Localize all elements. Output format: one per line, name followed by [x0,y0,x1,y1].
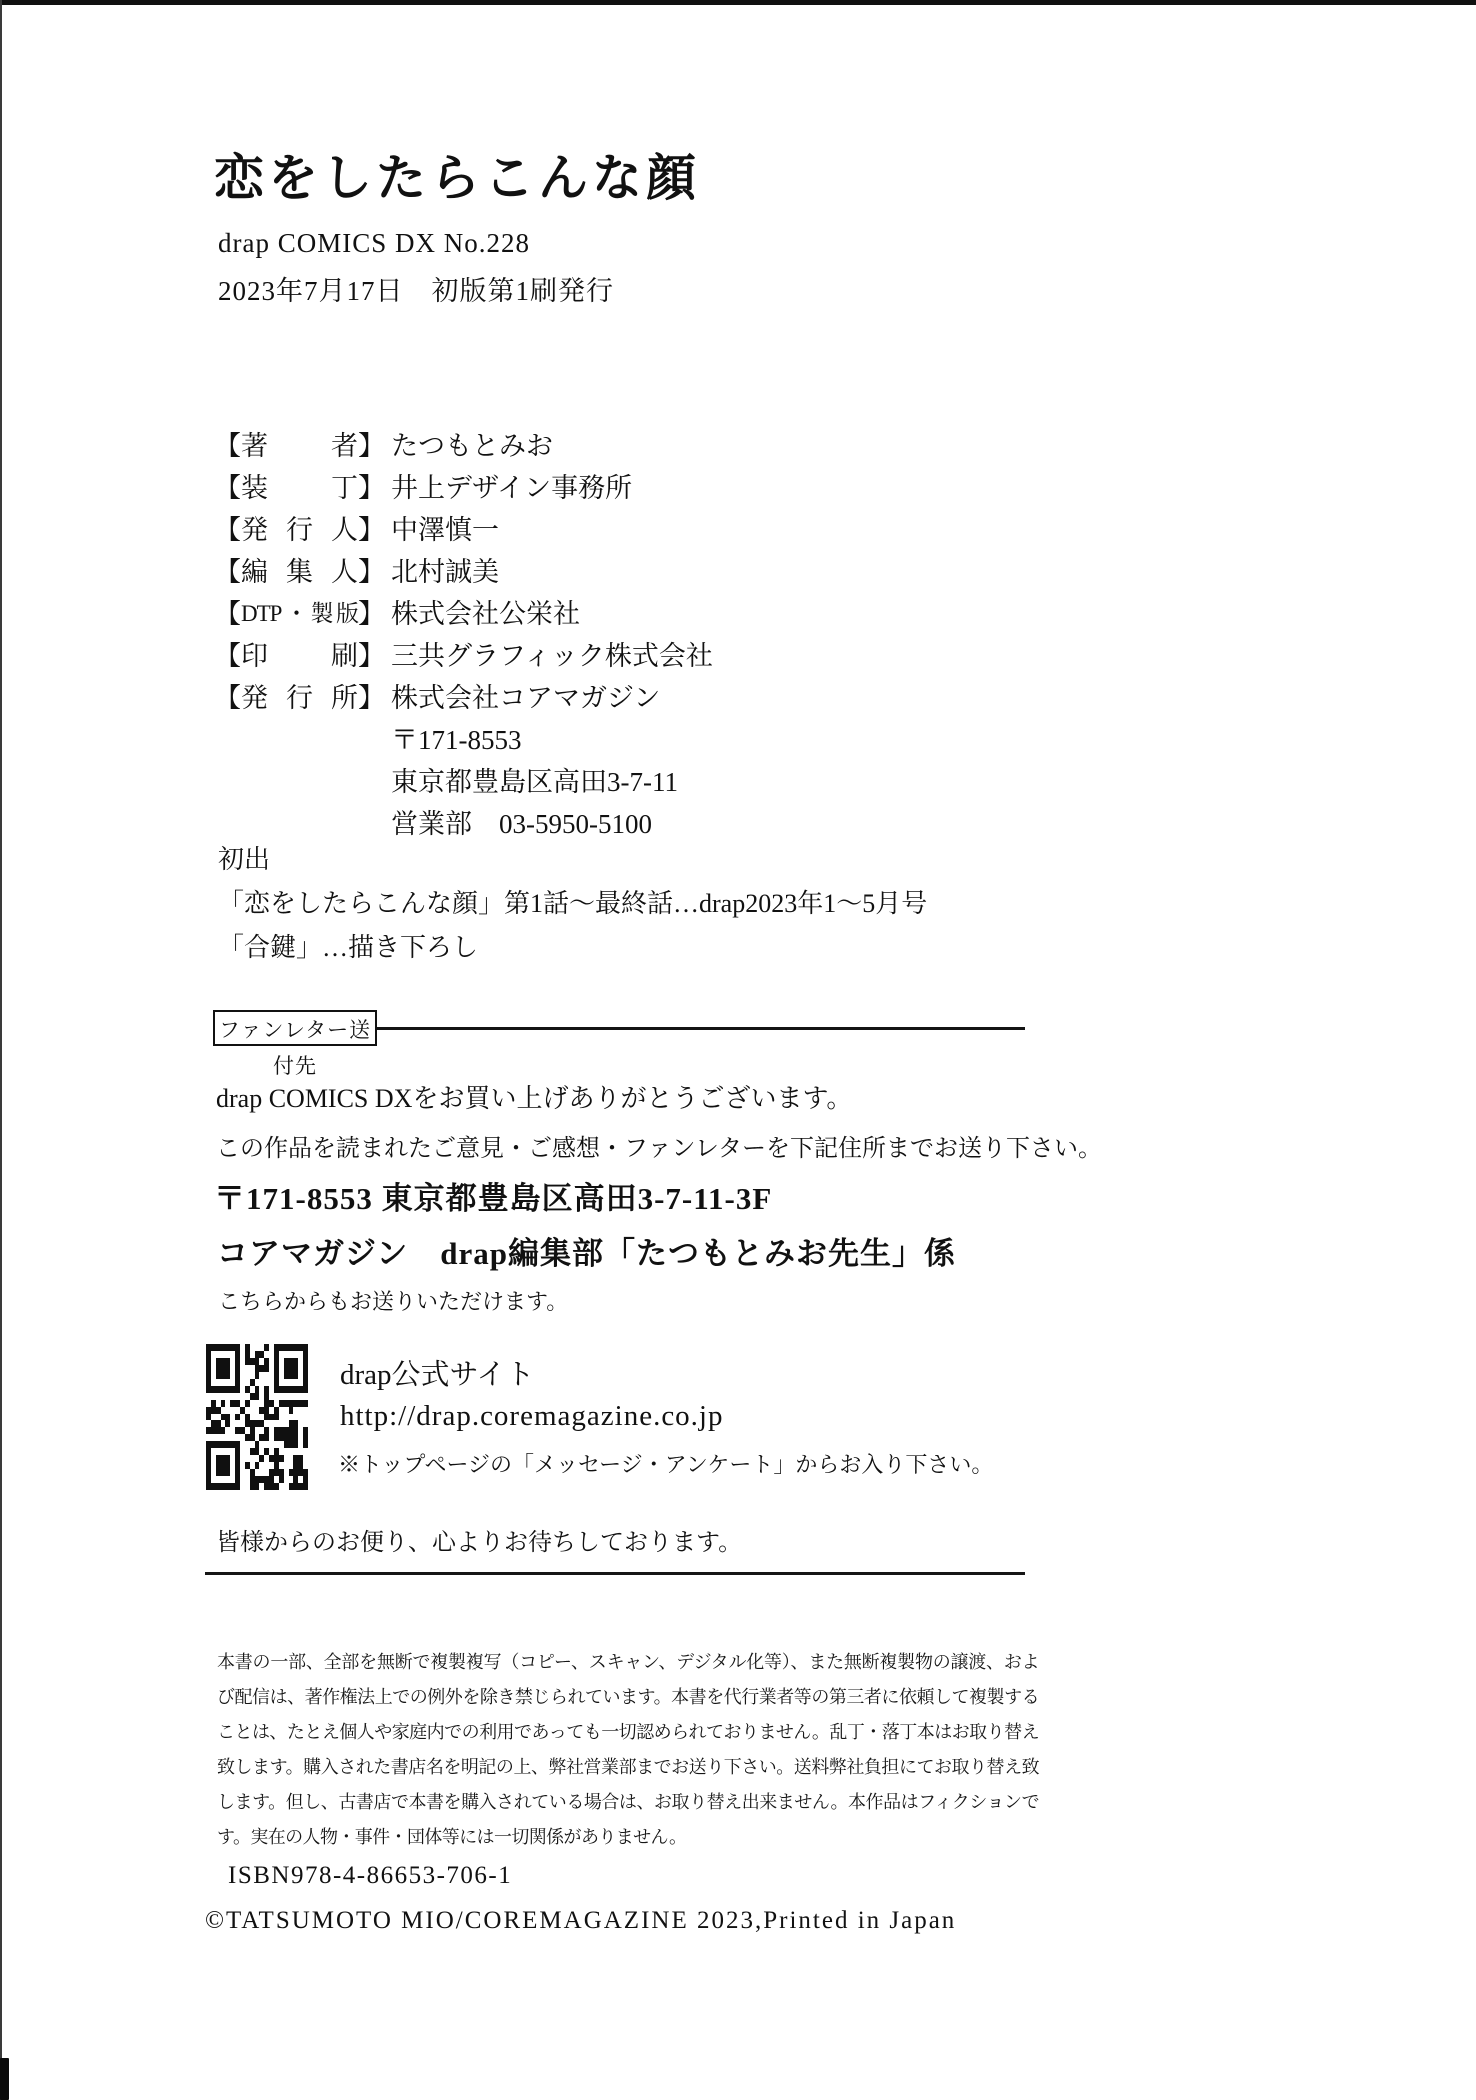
bracket-open: 【 [214,431,241,461]
credit-row-dtp [214,593,713,635]
credit-row-publisher-person [214,509,713,551]
bracket-close: 】 [358,683,385,713]
first-publication-heading: 初出 [218,845,271,874]
publisher-street: 東京都豊島区高田3-7-11 [391,767,678,797]
first-publication-item: 「恋をしたらこんな顔」第1話～最終話…drap2023年1～5月号 [218,889,928,918]
credit-row-editor [214,551,713,593]
isbn-number: ISBN978-4-86653-706-1 [228,1862,513,1889]
credit-value: たつもとみお [391,431,553,461]
credit-row-design [214,467,713,509]
feedback-request-line: この作品を読まれたご意見・ご感想・ファンレターを下記住所までお送り下さい。 [216,1136,1102,1162]
scan-artifact [0,2058,9,2100]
publisher-address [391,719,713,845]
section-divider-rule [205,1572,1025,1575]
credit-value: 株式会社公栄社 [391,599,580,629]
fan-letter-address-line2: コアマガジン drap編集部「たつもとみお先生」係 [217,1236,956,1271]
official-site-label: drap公式サイト [340,1359,535,1391]
bracket-open: 【 [214,557,241,587]
credit-value: 中澤慎一 [391,515,499,545]
official-site-url: http://drap.coremagazine.co.jp [340,1400,724,1432]
credit-value: 井上デザイン事務所 [391,473,633,503]
bracket-open: 【 [214,599,241,629]
credit-value: 北村誠美 [391,557,499,587]
publisher-sales-phone: 営業部 03-5950-5100 [391,809,652,839]
series-label: drap COMICS DX No.228 [218,228,531,258]
scan-edge-top [0,0,1476,5]
credit-value: 株式会社コアマガジン [391,683,661,713]
thanks-line: drap COMICS DXをお買い上げありがとうございます。 [216,1084,853,1113]
bracket-close: 】 [358,641,385,671]
credit-label: 編集人 [241,557,358,587]
copyright-line: ©TATSUMOTO MIO/COREMAGAZINE 2023,Printed in Japan [205,1907,957,1934]
first-publication-block [218,838,927,970]
credit-label: 発行人 [241,515,358,545]
site-instruction: ※トップページの「メッセージ・アンケート」からお入り下さい。 [338,1452,994,1477]
bracket-open: 【 [214,641,241,671]
credit-row-printing [214,635,713,677]
credit-label: 発行所 [241,683,358,713]
credit-value: 三共グラフィック株式会社 [391,641,713,671]
bracket-close: 】 [358,557,385,587]
fan-letter-header-box: ファンレター送付先 [213,1010,377,1046]
book-title: 恋をしたらこんな顔 [214,150,700,206]
print-date: 2023年7月17日 初版第1刷発行 [218,276,614,306]
credit-row-author [214,425,713,467]
credit-label: 印刷 [241,641,358,671]
fan-letter-header-rule [377,1027,1025,1030]
credit-label: 著者 [241,431,358,461]
qr-code-icon [206,1344,308,1490]
fan-letter-address-line1: 〒171-8553 東京都豊島区高田3-7-11-3F [214,1181,773,1216]
publisher-postal-code: 〒171-8553 [391,725,522,755]
credit-label: 装丁 [241,473,358,503]
bracket-open: 【 [214,515,241,545]
credit-label: DTP・製版 [241,601,358,626]
bracket-close: 】 [358,431,385,461]
credits-block [214,425,713,845]
bracket-close: 】 [358,515,385,545]
bracket-open: 【 [214,683,241,713]
bracket-close: 】 [358,599,385,629]
bracket-open: 【 [214,473,241,503]
online-note: こちらからもお送りいただけます。 [218,1289,569,1314]
scan-edge-left [0,0,2,2100]
first-publication-item: 「合鍵」…描き下ろし [218,933,479,962]
bracket-close: 】 [358,473,385,503]
legal-notice: 本書の一部、全部を無断で複製複写（コピー、スキャン、デジタル化等）、また無断複製物の譲渡、および配信は、著作権法上での例外を除き禁じられています。本書を代行業者等の第三者に依頼して複製することは、たとえ個人や家庭内での利用であっても一切認められておりません。乱丁・落丁本はお取り替え致します。購入された書店名を明記の上、弊社営業部までお送り下さい。送料弊社負担にてお取り替え致します。但し、古書店で本書を購入されている場合は、お取り替え出来ません。本作品はフィクションです。実在の人物・事件・団体等には一切関係がありません。 [217,1652,1039,1847]
closing-line: 皆様からのお便り、心よりお待ちしております。 [216,1530,743,1556]
credit-row-publishing-house [214,677,713,719]
